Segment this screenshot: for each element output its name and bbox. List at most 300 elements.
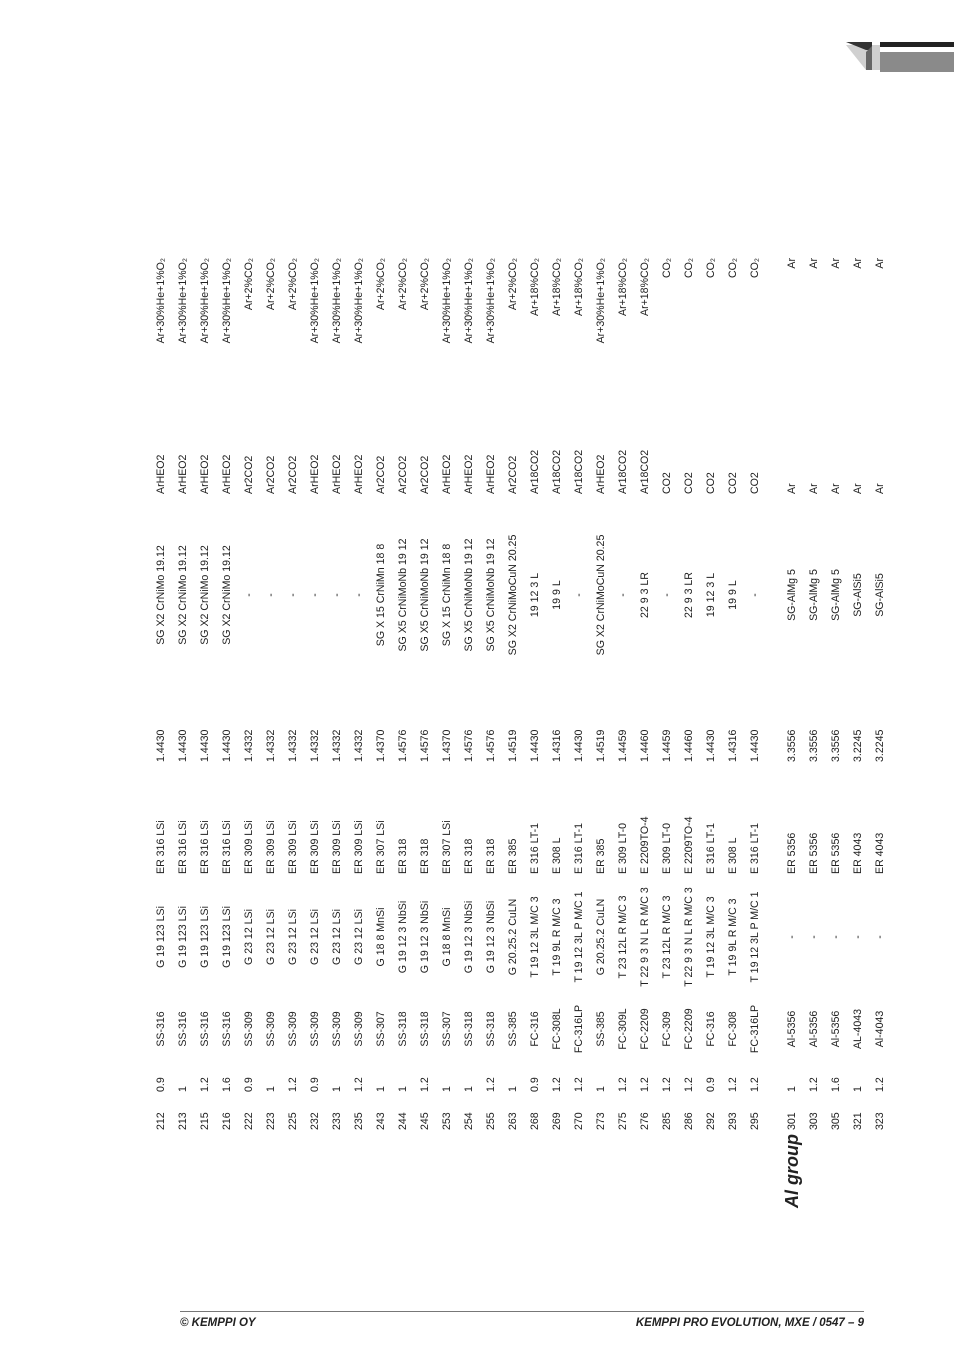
shielding-gas: Ar+18%CO₂ xyxy=(551,258,563,316)
wire-type: FC-2209 xyxy=(639,1008,651,1050)
din-standard: SG X2 CrNiMo 19.12 xyxy=(221,545,233,645)
section-label xyxy=(260,1132,282,1210)
werkstoff-number: 1.4332 xyxy=(243,729,255,762)
shielding-gas: Ar xyxy=(852,258,864,269)
section-label xyxy=(282,1132,304,1210)
shielding-gas: Ar+2%CO₂ xyxy=(507,258,519,311)
program-code: 233 xyxy=(331,1112,343,1130)
section-label xyxy=(678,1132,700,1210)
program-code: 222 xyxy=(243,1112,255,1130)
wire-diameter: 1.6 xyxy=(221,1077,233,1092)
gas-code: CO2 xyxy=(727,472,739,494)
program-code: 321 xyxy=(852,1112,864,1130)
gas-code: Ar2CO2 xyxy=(507,455,519,494)
program-code: 244 xyxy=(397,1112,409,1130)
table-row xyxy=(436,256,458,1210)
section-label xyxy=(590,1132,612,1210)
section-label xyxy=(216,1132,238,1210)
wire-diameter: 1.2 xyxy=(551,1077,563,1092)
wire-diameter: 0.9 xyxy=(155,1077,167,1092)
din-standard: 19 9 L xyxy=(727,580,739,610)
aws-standard: ER 307 LSi xyxy=(375,820,387,874)
aws-standard: E 2209TO-4 xyxy=(639,816,651,874)
din-standard: SG X2 CrNiMo 19.12 xyxy=(155,545,167,645)
shielding-gas: Ar+18%CO₂ xyxy=(573,258,585,316)
gas-code: CO2 xyxy=(749,472,761,494)
footer-divider xyxy=(180,1311,864,1312)
wire-type: SS-309 xyxy=(331,1011,343,1047)
en-standard: T 19 12 3L M/C 3 xyxy=(529,896,541,978)
table-row xyxy=(634,256,656,1210)
gas-code: ArHEO2 xyxy=(309,454,321,494)
program-code: 292 xyxy=(705,1112,717,1130)
werkstoff-number: 3.3556 xyxy=(808,729,820,762)
table-row xyxy=(480,256,502,1210)
wire-type: FC-308 xyxy=(727,1011,739,1047)
wire-type: SS-309 xyxy=(265,1011,277,1047)
table-row xyxy=(304,256,326,1210)
rotated-table-container xyxy=(150,80,886,1210)
wire-type: SS-309 xyxy=(353,1011,365,1047)
aws-standard: E 309 LT-0 xyxy=(617,822,629,874)
din-standard: SG-AlSi5 xyxy=(874,573,886,617)
wire-diameter: 1.2 xyxy=(485,1077,497,1092)
gas-code: ArHEO2 xyxy=(485,454,497,494)
werkstoff-number: 1.4459 xyxy=(617,729,629,762)
section-label xyxy=(656,1132,678,1210)
aws-standard: E 309 LT-0 xyxy=(661,822,673,874)
table-row xyxy=(722,256,744,1210)
table-row xyxy=(678,256,700,1210)
program-code: 232 xyxy=(309,1112,321,1130)
wire-diameter: 1.2 xyxy=(573,1077,585,1092)
din-standard: SG X2 CrNiMo 19.12 xyxy=(177,545,189,645)
shielding-gas: Ar xyxy=(830,258,842,269)
gas-code: ArHEO2 xyxy=(595,454,607,494)
din-standard: 22 9 3 LR xyxy=(683,572,695,618)
wire-diameter: 1.2 xyxy=(353,1077,365,1092)
table-row xyxy=(370,256,392,1210)
wire-type: FC-2209 xyxy=(683,1008,695,1050)
section-label: Al group xyxy=(781,1134,802,1208)
en-standard: G 23 12 LSi xyxy=(353,909,365,965)
en-standard: T 19 12 3L M/C 3 xyxy=(705,896,717,978)
table-row xyxy=(282,256,304,1210)
wire-type: FC-316 xyxy=(529,1011,541,1047)
shielding-gas: Ar+30%He+1%O₂ xyxy=(221,258,233,344)
table-row xyxy=(825,256,847,1210)
shielding-gas: Ar+30%He+1%O₂ xyxy=(199,258,211,344)
wire-diameter: 1.2 xyxy=(639,1077,651,1092)
wire-diameter: 1 xyxy=(595,1086,607,1092)
gas-code: Ar18CO2 xyxy=(551,449,563,494)
program-code: 285 xyxy=(661,1112,673,1130)
wire-diameter: 1.2 xyxy=(419,1077,431,1092)
din-standard: SG-AlSi5 xyxy=(852,573,864,617)
gas-code: ArHEO2 xyxy=(155,454,167,494)
wire-diameter: 1.6 xyxy=(830,1077,842,1092)
shielding-gas: CO₂ xyxy=(661,258,673,279)
table-row xyxy=(781,256,803,1210)
gas-code: Ar xyxy=(830,483,842,494)
section-label xyxy=(546,1132,568,1210)
aws-standard: ER 316 LSi xyxy=(199,820,211,874)
shielding-gas: Ar+2%CO₂ xyxy=(265,258,277,311)
table-row xyxy=(348,256,370,1210)
en-standard: T 19 12 3L P M/C 1 xyxy=(573,891,585,983)
program-code: 225 xyxy=(287,1112,299,1130)
header-bar xyxy=(0,0,954,90)
program-code: 243 xyxy=(375,1112,387,1130)
gas-code: Ar xyxy=(852,483,864,494)
wire-type: SS-318 xyxy=(485,1011,497,1047)
shielding-gas: Ar+18%CO₂ xyxy=(617,258,629,316)
aws-standard: E 316 LT-1 xyxy=(529,822,541,874)
din-standard: 19 9 L xyxy=(551,580,563,610)
shielding-gas: Ar+30%He+1%O₂ xyxy=(463,258,475,344)
section-label xyxy=(634,1132,656,1210)
shielding-gas: Ar+30%He+1%O₂ xyxy=(155,258,167,344)
wire-diameter: 0.9 xyxy=(705,1077,717,1092)
wire-diameter: 1 xyxy=(507,1086,519,1092)
section-label xyxy=(744,1132,766,1210)
en-standard: G 20.25.2 CuLN xyxy=(507,898,519,976)
program-code: 269 xyxy=(551,1112,563,1130)
aws-standard: ER 318 xyxy=(397,838,409,874)
section-label xyxy=(304,1132,326,1210)
gas-code: Ar2CO2 xyxy=(287,455,299,494)
werkstoff-number: 1.4430 xyxy=(749,729,761,762)
werkstoff-number: 3.2245 xyxy=(852,729,864,762)
program-code: 212 xyxy=(155,1112,167,1130)
werkstoff-number: 1.4316 xyxy=(551,729,563,762)
din-standard: - xyxy=(287,593,299,597)
shielding-gas: Ar+2%CO₂ xyxy=(375,258,387,311)
en-standard: G 23 12 LSi xyxy=(331,909,343,965)
en-standard: G 18 8 MnSi xyxy=(441,907,453,967)
din-standard: - xyxy=(353,593,365,597)
program-code: 286 xyxy=(683,1112,695,1130)
werkstoff-number: 1.4576 xyxy=(463,729,475,762)
section-label xyxy=(238,1132,260,1210)
shielding-gas: Ar xyxy=(808,258,820,269)
din-standard: SG-AlMg 5 xyxy=(786,569,798,621)
din-standard: SG-AlMg 5 xyxy=(830,569,842,621)
wire-diameter: 1 xyxy=(463,1086,475,1092)
program-code: 213 xyxy=(177,1112,189,1130)
table-row xyxy=(744,256,766,1210)
shielding-gas: CO₂ xyxy=(683,258,695,279)
wire-diameter: 1.2 xyxy=(683,1077,695,1092)
program-code: 263 xyxy=(507,1112,519,1130)
din-standard: 19 12 3 L xyxy=(529,572,541,618)
program-code: 254 xyxy=(463,1112,475,1130)
shielding-gas: Ar+30%He+1%O₂ xyxy=(595,258,607,344)
gas-code: Ar xyxy=(874,483,886,494)
wire-diameter: 1.2 xyxy=(287,1077,299,1092)
wire-diameter: 1.2 xyxy=(874,1077,886,1092)
gas-code: Ar2CO2 xyxy=(375,455,387,494)
table-row xyxy=(766,256,781,1210)
werkstoff-number: 1.4332 xyxy=(265,729,277,762)
aws-standard: ER 5356 xyxy=(808,832,820,874)
wire-type: FC-309 xyxy=(661,1011,673,1047)
en-standard: G 19 123 LSi xyxy=(199,906,211,968)
section-label xyxy=(869,1132,891,1210)
werkstoff-number: 1.4519 xyxy=(595,729,607,762)
werkstoff-number: 1.4459 xyxy=(661,729,673,762)
werkstoff-number: 1.4576 xyxy=(419,729,431,762)
en-standard: T 22 9 3 N L R M/C 3 xyxy=(683,887,695,987)
section-label xyxy=(612,1132,634,1210)
wire-type: Al-5356 xyxy=(786,1010,798,1048)
werkstoff-number: 1.4370 xyxy=(375,729,387,762)
program-code: 223 xyxy=(265,1112,277,1130)
table-row xyxy=(216,256,238,1210)
gas-code: Ar18CO2 xyxy=(639,449,651,494)
en-standard: G 20.25.2 CuLN xyxy=(595,898,607,976)
din-standard: - xyxy=(265,593,277,597)
table-row xyxy=(238,256,260,1210)
aws-standard: ER 309 LSi xyxy=(309,820,321,874)
section-label xyxy=(568,1132,590,1210)
gas-code: CO2 xyxy=(705,472,717,494)
aws-standard: ER 5356 xyxy=(786,832,798,874)
footer-copyright: © KEMPPI OY xyxy=(180,1317,256,1329)
werkstoff-number: 1.4430 xyxy=(177,729,189,762)
section-label xyxy=(194,1132,216,1210)
werkstoff-number: 1.4430 xyxy=(221,729,233,762)
werkstoff-number: 1.4430 xyxy=(705,729,717,762)
wire-type: SS-307 xyxy=(441,1011,453,1047)
shielding-gas: CO₂ xyxy=(705,258,717,279)
program-code: 216 xyxy=(221,1112,233,1130)
en-standard: T 22 9 3 N L R M/C 3 xyxy=(639,887,651,987)
aws-standard: ER 309 LSi xyxy=(353,820,365,874)
en-standard: G 19 123 LSi xyxy=(177,906,189,968)
werkstoff-number: 1.4576 xyxy=(485,729,497,762)
wire-type: Al-5356 xyxy=(830,1010,842,1048)
werkstoff-number: 1.4576 xyxy=(397,729,409,762)
din-standard: - xyxy=(309,593,321,597)
program-code: 268 xyxy=(529,1112,541,1130)
aws-standard: E 316 LT-1 xyxy=(573,822,585,874)
shielding-gas: Ar+30%He+1%O₂ xyxy=(309,258,321,344)
shielding-gas: Ar+18%CO₂ xyxy=(529,258,541,316)
werkstoff-number: 1.4460 xyxy=(683,729,695,762)
aws-standard: ER 5356 xyxy=(830,832,842,874)
aws-standard: ER 309 LSi xyxy=(287,820,299,874)
en-standard: - xyxy=(808,935,820,939)
gas-code: Ar18CO2 xyxy=(573,449,585,494)
wire-type: SS-316 xyxy=(177,1011,189,1047)
table-row xyxy=(194,256,216,1210)
en-standard: G 19 12 3 NbSi xyxy=(485,900,497,974)
program-code: 235 xyxy=(353,1112,365,1130)
en-standard: G 19 12 3 NbSi xyxy=(463,900,475,974)
row-spacer xyxy=(766,256,781,1210)
en-standard: G 23 12 LSi xyxy=(287,909,299,965)
en-standard: T 19 12 3L P M/C 1 xyxy=(749,891,761,983)
werkstoff-number: 1.4519 xyxy=(507,729,519,762)
gas-code: ArHEO2 xyxy=(221,454,233,494)
program-code: 273 xyxy=(595,1112,607,1130)
section-label xyxy=(348,1132,370,1210)
shielding-gas: Ar xyxy=(786,258,798,269)
table-row xyxy=(568,256,590,1210)
aws-standard: ER 316 LSi xyxy=(177,820,189,874)
aws-standard: ER 318 xyxy=(485,838,497,874)
aws-standard: ER 316 LSi xyxy=(155,820,167,874)
shielding-gas: Ar+30%He+1%O₂ xyxy=(485,258,497,344)
wire-type: SS-318 xyxy=(419,1011,431,1047)
werkstoff-number: 1.4332 xyxy=(309,729,321,762)
section-label xyxy=(502,1132,524,1210)
din-standard: - xyxy=(243,593,255,597)
din-standard: - xyxy=(749,593,761,597)
wire-diameter: 1 xyxy=(852,1086,864,1092)
en-standard: - xyxy=(830,935,842,939)
gas-code: ArHEO2 xyxy=(177,454,189,494)
din-standard: - xyxy=(331,593,343,597)
din-standard: SG X2 CrNiMoCuN 20.25 xyxy=(595,534,607,656)
gas-code: Ar2CO2 xyxy=(397,455,409,494)
wire-type: FC-309L xyxy=(617,1008,629,1050)
en-standard: T 19 9L R M/C 3 xyxy=(727,898,739,976)
section-label xyxy=(458,1132,480,1210)
wire-diameter: 1 xyxy=(397,1086,409,1092)
aws-standard: ER 309 LSi xyxy=(243,820,255,874)
table-row xyxy=(172,256,194,1210)
werkstoff-number: 1.4430 xyxy=(199,729,211,762)
wire-type: Al-5356 xyxy=(808,1010,820,1048)
werkstoff-number: 1.4332 xyxy=(331,729,343,762)
wire-diameter: 1.2 xyxy=(749,1077,761,1092)
werkstoff-number: 3.3556 xyxy=(830,729,842,762)
table-row xyxy=(260,256,282,1210)
wire-diameter: 0.9 xyxy=(309,1077,321,1092)
shielding-gas: Ar+2%CO₂ xyxy=(243,258,255,311)
en-standard: G 19 123 LSi xyxy=(221,906,233,968)
aws-standard: E 308 L xyxy=(551,837,563,874)
en-standard: G 23 12 LSi xyxy=(265,909,277,965)
wire-diameter: 1 xyxy=(177,1086,189,1092)
en-standard: G 23 12 LSi xyxy=(243,909,255,965)
werkstoff-number: 1.4332 xyxy=(287,729,299,762)
din-standard: SG X5 CrNiMoNb 19 12 xyxy=(485,538,497,652)
en-standard: - xyxy=(852,935,864,939)
gas-code: ArHEO2 xyxy=(441,454,453,494)
wire-type: SS-316 xyxy=(221,1011,233,1047)
program-code: 295 xyxy=(749,1112,761,1130)
section-label xyxy=(847,1132,869,1210)
en-standard: G 23 12 LSi xyxy=(309,909,321,965)
en-standard: T 19 9L R M/C 3 xyxy=(551,898,563,976)
en-standard: G 19 123 LSi xyxy=(155,906,167,968)
wire-type: SS-385 xyxy=(507,1011,519,1047)
din-standard: SG X5 CrNiMoNb 19 12 xyxy=(463,538,475,652)
table-row xyxy=(869,256,891,1210)
shielding-gas: CO₂ xyxy=(727,258,739,279)
section-label xyxy=(326,1132,348,1210)
aws-standard: ER 318 xyxy=(419,838,431,874)
din-standard: 22 9 3 LR xyxy=(639,572,651,618)
table-row xyxy=(803,256,825,1210)
wire-type: SS-309 xyxy=(287,1011,299,1047)
wire-type: SS-385 xyxy=(595,1011,607,1047)
aws-standard: ER 318 xyxy=(463,838,475,874)
werkstoff-number: 1.4430 xyxy=(573,729,585,762)
aws-standard: ER 316 LSi xyxy=(221,820,233,874)
aws-standard: E 316 LT-1 xyxy=(749,822,761,874)
program-code: 301 xyxy=(786,1112,798,1130)
din-standard: - xyxy=(617,593,629,597)
shielding-gas: CO₂ xyxy=(749,258,761,279)
wire-diameter: 1 xyxy=(375,1086,387,1092)
wire-type: SS-309 xyxy=(309,1011,321,1047)
wire-diameter: 1 xyxy=(265,1086,277,1092)
section-label xyxy=(436,1132,458,1210)
aws-standard: E 316 LT-1 xyxy=(705,822,717,874)
section-label xyxy=(172,1132,194,1210)
shielding-gas: Ar+30%He+1%O₂ xyxy=(441,258,453,344)
aws-standard: ER 385 xyxy=(595,838,607,874)
wire-diameter: 0.9 xyxy=(243,1077,255,1092)
section-label xyxy=(803,1132,825,1210)
program-code: 275 xyxy=(617,1112,629,1130)
aws-standard: ER 309 LSi xyxy=(265,820,277,874)
table-row xyxy=(847,256,869,1210)
en-standard: G 19 12 3 NbSi xyxy=(419,900,431,974)
wire-diameter: 1.2 xyxy=(808,1077,820,1092)
table-row xyxy=(414,256,436,1210)
din-standard: SG X5 CrNiMoNb 19 12 xyxy=(419,538,431,652)
table-row xyxy=(546,256,568,1210)
en-standard: G 18 8 MnSi xyxy=(375,907,387,967)
shielding-gas: Ar+2%CO₂ xyxy=(287,258,299,311)
shielding-gas: Ar xyxy=(874,258,886,269)
din-standard: SG X5 CrNiMoNb 19 12 xyxy=(397,538,409,652)
werkstoff-number: 1.4430 xyxy=(529,729,541,762)
werkstoff-number: 1.4316 xyxy=(727,729,739,762)
aws-standard: ER 309 LSi xyxy=(331,820,343,874)
din-standard: - xyxy=(661,593,673,597)
wire-type: FC-316LP xyxy=(573,1004,585,1054)
wire-type: FC-308L xyxy=(551,1008,563,1050)
din-standard: SG X 15 CrNiMn 18 8 xyxy=(375,543,387,647)
wire-diameter: 1 xyxy=(441,1086,453,1092)
program-code: 255 xyxy=(485,1112,497,1130)
wire-diameter: 1.2 xyxy=(661,1077,673,1092)
werkstoff-number: 3.2245 xyxy=(874,729,886,762)
table-row xyxy=(524,256,546,1210)
wire-diameter: 1 xyxy=(331,1086,343,1092)
wire-type: SS-318 xyxy=(397,1011,409,1047)
gas-code: Ar2CO2 xyxy=(265,455,277,494)
gas-code: Ar xyxy=(808,483,820,494)
werkstoff-number: 1.4430 xyxy=(155,729,167,762)
shielding-gas: Ar+18%CO₂ xyxy=(639,258,651,316)
table-row xyxy=(656,256,678,1210)
section-label xyxy=(825,1132,847,1210)
shielding-gas: Ar+30%He+1%O₂ xyxy=(177,258,189,344)
section-label xyxy=(370,1132,392,1210)
gas-code: CO2 xyxy=(683,472,695,494)
program-code: 303 xyxy=(808,1112,820,1130)
program-code: 293 xyxy=(727,1112,739,1130)
table-row xyxy=(502,256,524,1210)
footer-page-info: KEMPPI PRO EVOLUTION, MXE / 0547 – 9 xyxy=(635,1317,864,1329)
